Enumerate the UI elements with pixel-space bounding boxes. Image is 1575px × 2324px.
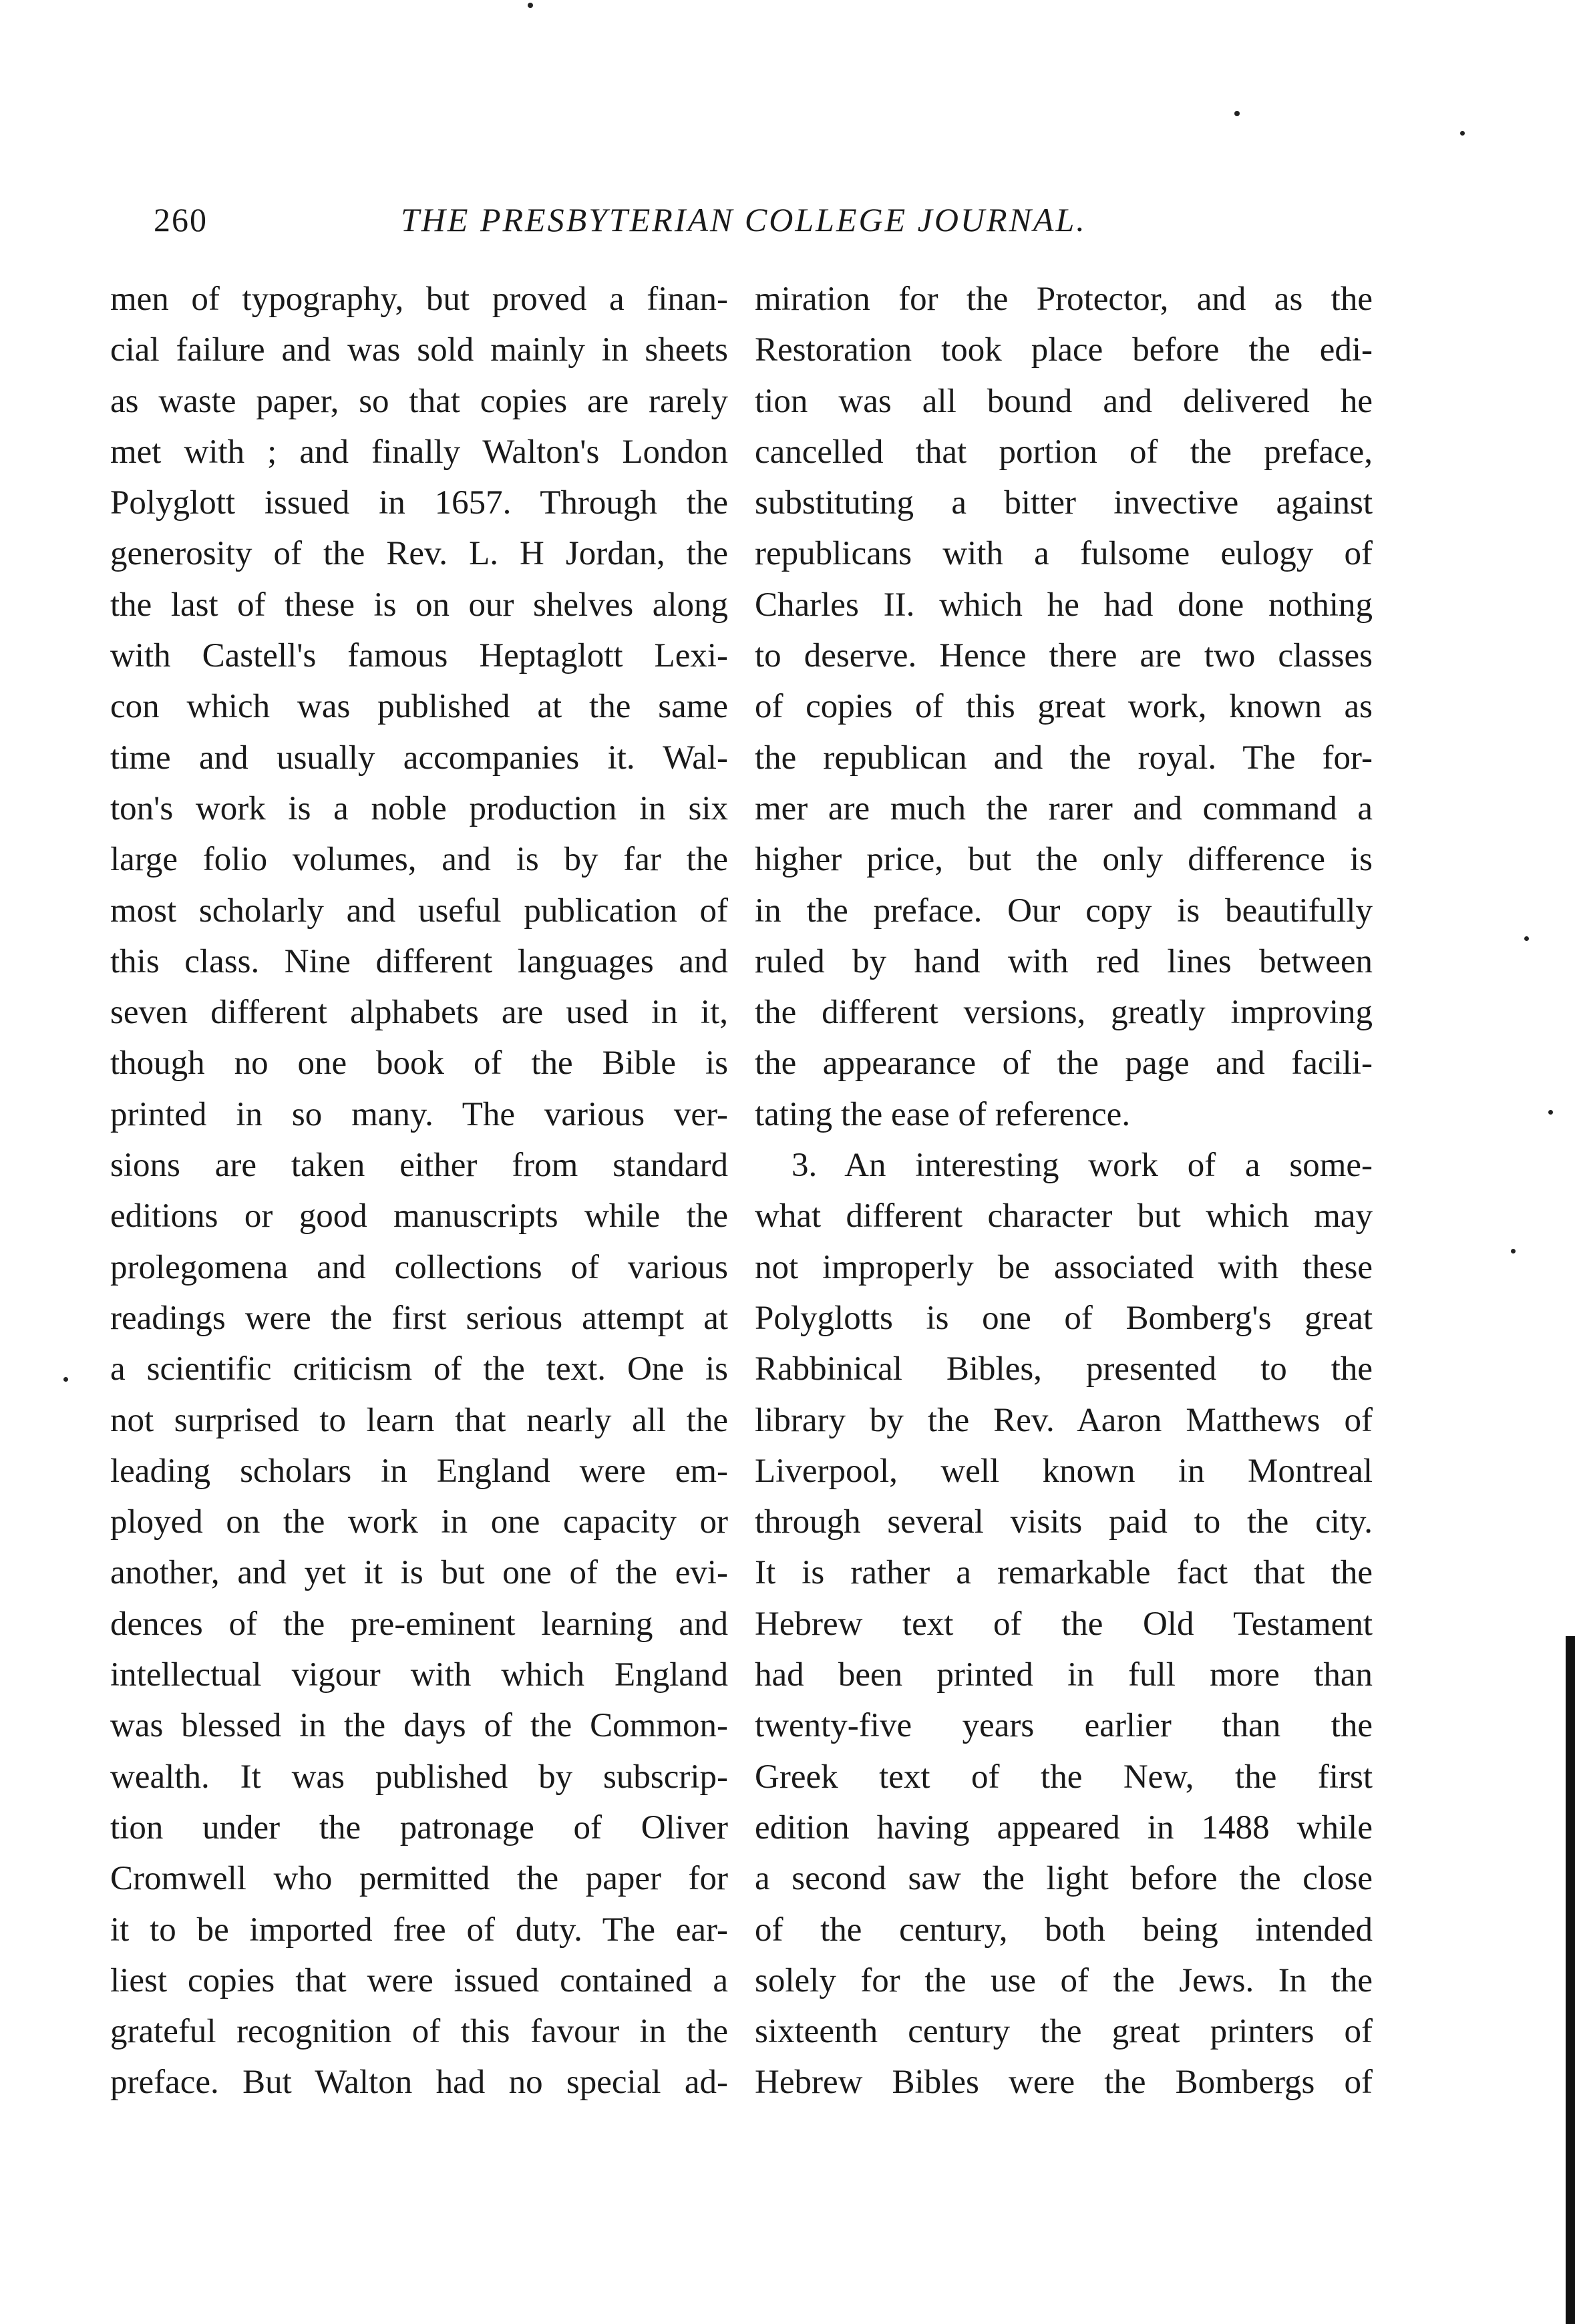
- text-line: preface. But Walton had no special ad-: [110, 2064, 728, 2102]
- text-line: had been printed in full more than: [755, 1656, 1373, 1694]
- text-line: liest copies that were issued contained a: [110, 1961, 728, 1999]
- text-line: edition having appeared in 1488 while: [755, 1808, 1373, 1847]
- text-line: cial failure and was sold mainly in sheets: [110, 331, 728, 369]
- running-head: THE PRESBYTERIAN COLLEGE JOURNAL.: [401, 201, 1087, 238]
- text-line: to deserve. Hence there are two classes: [755, 637, 1373, 675]
- text-line: seven different alphabets are used in it,: [110, 994, 728, 1032]
- scan-speck: [1511, 1249, 1516, 1253]
- text-line: dences of the pre-eminent learning and: [110, 1605, 728, 1643]
- text-line: it to be imported free of duty. The ear-: [110, 1911, 728, 1949]
- text-line: most scholarly and useful publication of: [110, 892, 728, 930]
- text-line: editions or good manuscripts while the: [110, 1197, 728, 1235]
- right-column: [755, 274, 1373, 2108]
- text-line: Polyglott issued in 1657. Through the: [110, 484, 728, 522]
- text-line: higher price, but the only difference is: [755, 841, 1373, 879]
- text-line: ton's work is a noble production in six: [110, 789, 728, 827]
- scan-speck: [1548, 1110, 1553, 1115]
- text-line: sixteenth century the great printers of: [755, 2013, 1373, 2051]
- left-column: [110, 274, 728, 2108]
- text-line: tion under the patronage of Oliver: [110, 1808, 728, 1847]
- text-line: substituting a bitter invective against: [755, 484, 1373, 522]
- text-line: Rabbinical Bibles, presented to the: [755, 1350, 1373, 1388]
- text-line: generosity of the Rev. L. H Jordan, the: [110, 535, 728, 573]
- page-header: [154, 200, 1122, 254]
- text-line: Polyglotts is one of Bomberg's great: [755, 1299, 1373, 1337]
- scan-speck: [63, 1377, 68, 1382]
- text-line: though no one book of the Bible is: [110, 1044, 728, 1083]
- text-line: of the century, both being intended: [755, 1911, 1373, 1949]
- text-line: leading scholars in England were em-: [110, 1452, 728, 1490]
- text-line: cancelled that portion of the preface,: [755, 433, 1373, 471]
- scan-speck: [528, 3, 533, 8]
- text-line: Hebrew text of the Old Testament: [755, 1605, 1373, 1643]
- scan-speck: [1234, 111, 1240, 116]
- text-line: mer are much the rarer and command a: [755, 789, 1373, 827]
- text-line: grateful recognition of this favour in the: [110, 2013, 728, 2051]
- text-line: prolegomena and collections of various: [110, 1248, 728, 1286]
- text-line: men of typography, but proved a finan-: [110, 280, 728, 318]
- text-line: readings were the first serious attempt at: [110, 1299, 728, 1337]
- text-line: this class. Nine different languages and: [110, 942, 728, 980]
- text-line: not improperly be associated with these: [755, 1248, 1373, 1286]
- page-number: 260: [154, 201, 208, 238]
- text-line: the republican and the royal. The for-: [755, 739, 1373, 777]
- text-line: republicans with a fulsome eulogy of: [755, 535, 1373, 573]
- text-line: Greek text of the New, the first: [755, 1758, 1373, 1796]
- text-line: Cromwell who permitted the paper for: [110, 1860, 728, 1898]
- text-line: 3. An interesting work of a some-: [792, 1147, 1373, 1185]
- text-line: printed in so many. The various ver-: [110, 1095, 728, 1133]
- text-line: ployed on the work in one capacity or: [110, 1503, 728, 1541]
- text-line: ruled by hand with red lines between: [755, 942, 1373, 980]
- text-line: tion was all bound and delivered he: [755, 382, 1373, 420]
- text-line: library by the Rev. Aaron Matthews of: [755, 1401, 1373, 1439]
- text-line: Restoration took place before the edi-: [755, 331, 1373, 369]
- text-line: a scientific criticism of the text. One is: [110, 1350, 728, 1388]
- text-line: Charles II. which he had done nothing: [755, 586, 1373, 624]
- text-line: It is rather a remarkable fact that the: [755, 1554, 1373, 1592]
- text-line: the different versions, greatly improving: [755, 994, 1373, 1032]
- text-line: another, and yet it is but one of the evi-: [110, 1554, 728, 1592]
- text-line: solely for the use of the Jews. In the: [755, 1961, 1373, 1999]
- text-line: tating the ease of reference.: [755, 1095, 1131, 1133]
- text-line: was blessed in the days of the Common-: [110, 1707, 728, 1745]
- scan-edge-shadow: [1566, 1636, 1575, 2324]
- text-line: Hebrew Bibles were the Bombergs of: [755, 2064, 1373, 2102]
- text-line: intellectual vigour with which England: [110, 1656, 728, 1694]
- text-line: twenty-five years earlier than the: [755, 1707, 1373, 1745]
- scan-speck: [1460, 131, 1465, 136]
- text-line: through several visits paid to the city.: [755, 1503, 1373, 1541]
- text-line: met with ; and finally Walton's London: [110, 433, 728, 471]
- text-line: wealth. It was published by subscrip-: [110, 1758, 728, 1796]
- text-line: not surprised to learn that nearly all the: [110, 1401, 728, 1439]
- text-line: what different character but which may: [755, 1197, 1373, 1235]
- text-line: of copies of this great work, known as: [755, 688, 1373, 726]
- text-line: Liverpool, well known in Montreal: [755, 1452, 1373, 1490]
- text-line: as waste paper, so that copies are rarely: [110, 382, 728, 420]
- text-line: with Castell's famous Heptaglott Lexi-: [110, 637, 728, 675]
- text-line: miration for the Protector, and as the: [755, 280, 1373, 318]
- text-line: sions are taken either from standard: [110, 1147, 728, 1185]
- text-line: the appearance of the page and facili-: [755, 1044, 1373, 1083]
- text-line: time and usually accompanies it. Wal-: [110, 739, 728, 777]
- scan-speck: [1524, 936, 1529, 941]
- text-line: the last of these is on our shelves along: [110, 586, 728, 624]
- text-line: con which was published at the same: [110, 688, 728, 726]
- text-line: large folio volumes, and is by far the: [110, 841, 728, 879]
- text-line: a second saw the light before the close: [755, 1860, 1373, 1898]
- text-line: in the preface. Our copy is beautifully: [755, 892, 1373, 930]
